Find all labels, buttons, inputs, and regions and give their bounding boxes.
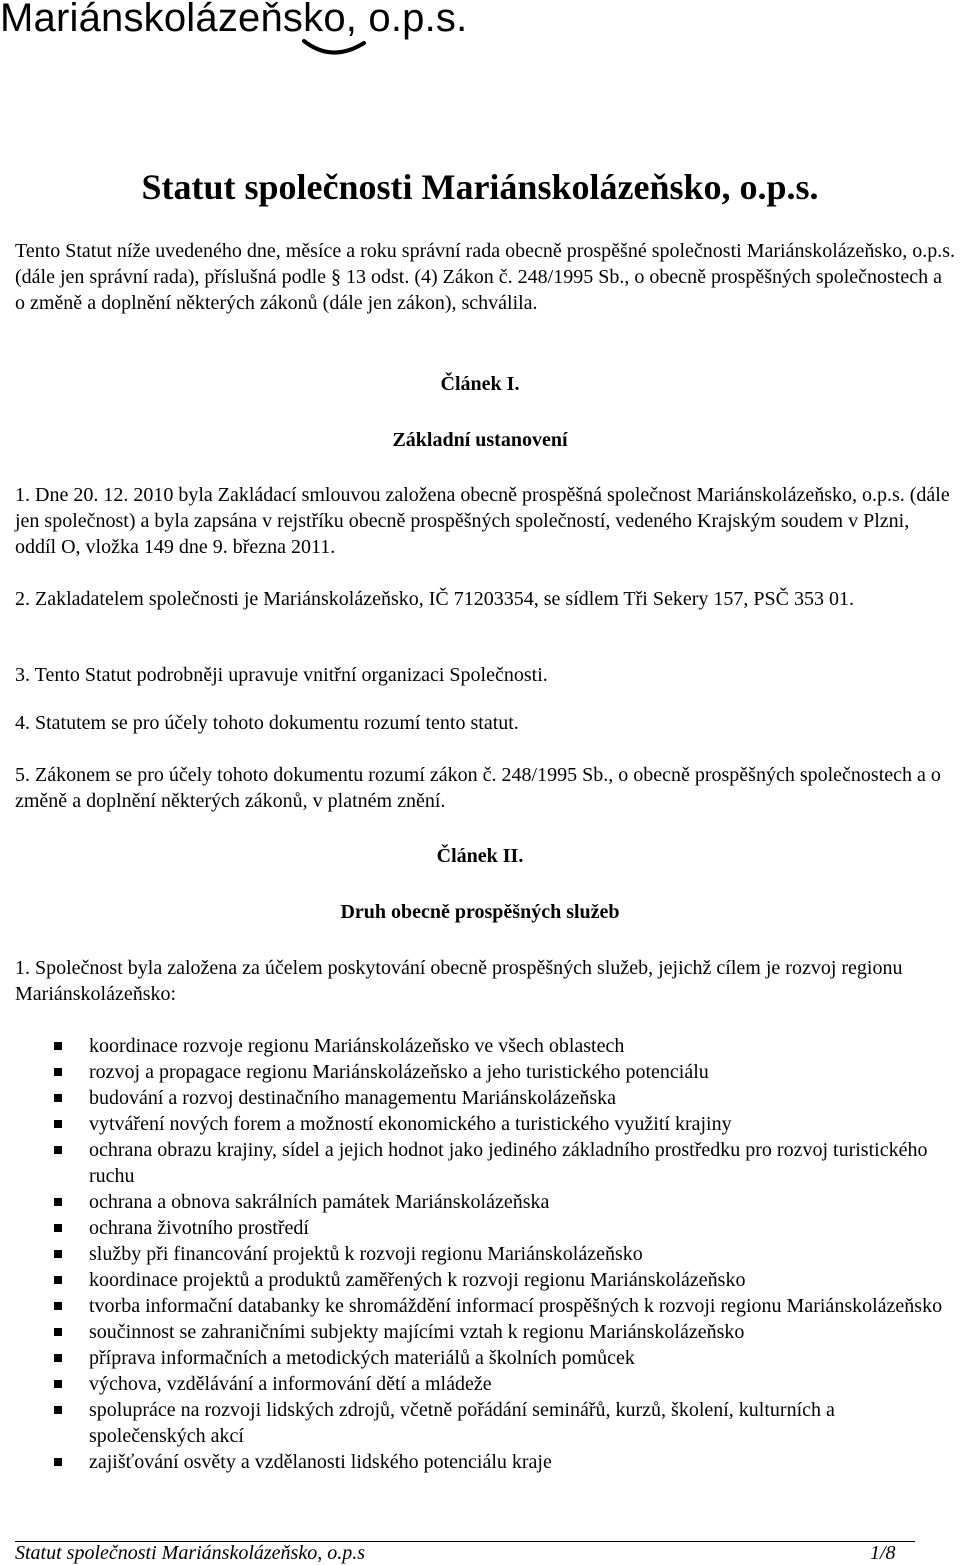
document-title: Statut společnosti Mariánskolázeňsko, o.p.s. xyxy=(141,167,819,207)
list-item: zajišťování osvěty a vzdělanosti lidského potenciálu kraje xyxy=(0,1449,955,1475)
square-bullet-icon xyxy=(54,1458,62,1466)
list-item: koordinace rozvoje regionu Mariánskolázeňsko ve všech oblastech xyxy=(0,1033,955,1059)
square-bullet-icon xyxy=(54,1146,62,1154)
services-list xyxy=(0,1033,955,1475)
footer-page-number: 1/8 xyxy=(870,1542,896,1564)
list-item: výchova, vzdělávání a informování dětí a mládeže xyxy=(0,1371,955,1397)
logo-text: Mariánskolázeňsko, o.p.s. xyxy=(0,0,468,40)
square-bullet-icon xyxy=(54,1068,62,1076)
square-bullet-icon xyxy=(54,1224,62,1232)
intro-paragraph: Tento Statut níže uvedeného dne, měsíce a roku správní rada obecně prospěšné společnosti Mariánskolázeňsko, o.p.s. (dále jen správní rada), příslušná podle § 13 odst. (4) Zákon č. 248/1995 Sb., o obecně prospěšných společnostech a o změně a doplnění některých zákonů (dále jen zákon), schválila. xyxy=(15,240,955,314)
square-bullet-icon xyxy=(54,1380,62,1388)
list-item: rozvoj a propagace regionu Mariánskolázeňsko a jeho turistického potenciálu xyxy=(0,1059,955,1085)
article-1-paragraph-3: 3. Tento Statut podrobněji upravuje vnitřní organizaci Společnosti. xyxy=(15,664,548,686)
list-item: tvorba informační databanky ke shromáždění informací prospěšných k rozvoji regionu Mariánskolázeňsko xyxy=(0,1293,955,1319)
article-1-paragraph-5: 5. Zákonem se pro účely tohoto dokumentu rozumí zákon č. 248/1995 Sb., o obecně prospěšných společnostech a o změně a doplnění některých zákonů, v platném znění. xyxy=(15,764,941,812)
list-item: spolupráce na rozvoji lidských zdrojů, včetně pořádání seminářů, kurzů, školení, kulturních a společenských akcí xyxy=(0,1397,955,1449)
square-bullet-icon xyxy=(54,1198,62,1206)
logo-swoosh-icon xyxy=(300,33,370,63)
footer-document-name: Statut společnosti Mariánskolázeňsko, o.p.s xyxy=(15,1542,365,1564)
square-bullet-icon xyxy=(54,1406,62,1414)
article-1-heading: Článek I. xyxy=(440,373,520,395)
square-bullet-icon xyxy=(54,1302,62,1310)
list-item: služby při financování projektů k rozvoji regionu Mariánskolázeňsko xyxy=(0,1241,955,1267)
square-bullet-icon xyxy=(54,1120,62,1128)
square-bullet-icon xyxy=(54,1042,62,1050)
article-2-subheading: Druh obecně prospěšných služeb xyxy=(340,901,620,923)
article-2-heading: Článek II. xyxy=(436,845,524,867)
square-bullet-icon xyxy=(54,1094,62,1102)
square-bullet-icon xyxy=(54,1354,62,1362)
list-item: ochrana a obnova sakrálních památek Mariánskolázeňska xyxy=(0,1189,955,1215)
list-item: příprava informačních a metodických materiálů a školních pomůcek xyxy=(0,1345,955,1371)
article-1-paragraph-1: 1. Dne 20. 12. 2010 byla Zakládací smlouvou založena obecně prospěšná společnost Mariánskolázeňsko, o.p.s. (dále jen společnost) a byla zapsána v rejstříku obecně prospěšných společností, vedeného Krajským soudem v Plzni, oddíl O, vložka 149 dne 9. března 2011. xyxy=(15,484,950,558)
article-1-paragraph-4: 4. Statutem se pro účely tohoto dokumentu rozumí tento statut. xyxy=(15,712,519,734)
list-item: vytváření nových forem a možností ekonomického a turistického využití krajiny xyxy=(0,1111,955,1137)
article-2-paragraph-1: 1. Společnost byla založena za účelem poskytování obecně prospěšných služeb, jejichž cílem je rozvoj regionu Mariánskolázeňsko: xyxy=(15,957,903,1005)
article-1-subheading: Základní ustanovení xyxy=(392,429,568,451)
list-item: ochrana životního prostředí xyxy=(0,1215,955,1241)
list-item: ochrana obrazu krajiny, sídel a jejich hodnot jako jediného základního prostředku pro rozvoj turistického ruchu xyxy=(0,1137,955,1189)
square-bullet-icon xyxy=(54,1250,62,1258)
square-bullet-icon xyxy=(54,1276,62,1284)
square-bullet-icon xyxy=(54,1328,62,1336)
list-item: součinnost se zahraničními subjekty majícími vztah k regionu Mariánskolázeňsko xyxy=(0,1319,955,1345)
list-item: koordinace projektů a produktů zaměřených k rozvoji regionu Mariánskolázeňsko xyxy=(0,1267,955,1293)
list-item: budování a rozvoj destinačního managementu Mariánskolázeňska xyxy=(0,1085,955,1111)
article-1-paragraph-2: 2. Zakladatelem společnosti je Mariánskolázeňsko, IČ 71203354, se sídlem Tři Sekery 157, PSČ 353 01. xyxy=(15,588,854,610)
logo xyxy=(0,0,467,41)
